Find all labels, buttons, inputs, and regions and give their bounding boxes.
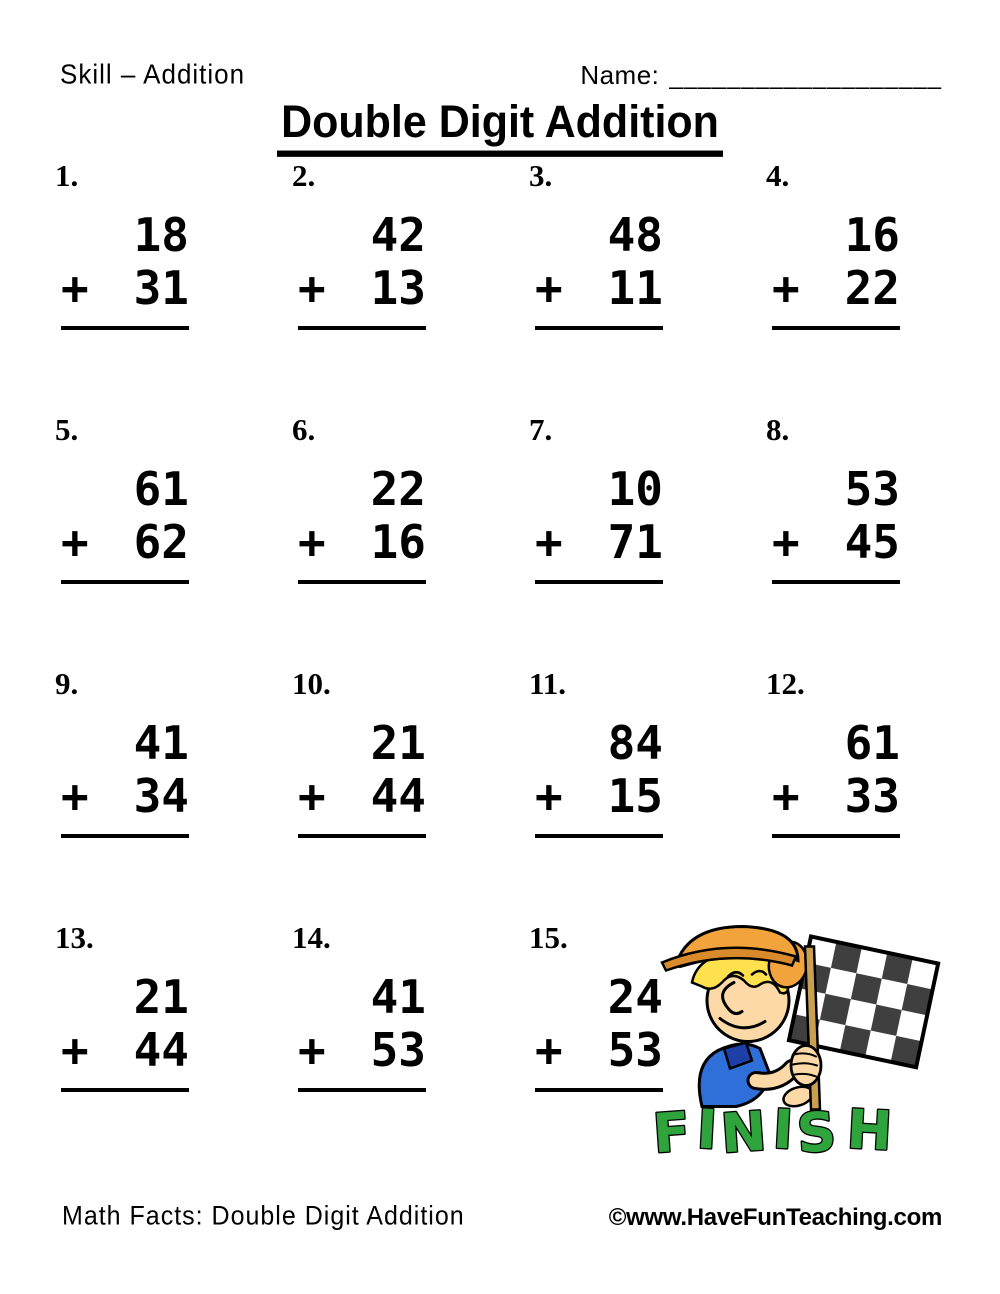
- plus-operator: +: [535, 515, 563, 569]
- addend-bottom: 53: [370, 1023, 426, 1077]
- addend-bottom: 53: [607, 1023, 663, 1077]
- plus-operator: +: [772, 769, 800, 823]
- svg-text:H: H: [845, 1097, 894, 1163]
- problem-number: 7.: [529, 412, 553, 447]
- problem-block: [298, 463, 426, 584]
- problem-cell: [52, 411, 289, 665]
- addend-top: 21: [370, 716, 426, 770]
- addend-bottom: 13: [370, 261, 426, 315]
- problem-block: [535, 209, 663, 330]
- problem-number: 14.: [292, 920, 331, 955]
- plus-operator: +: [772, 261, 800, 315]
- problem-number: 9.: [55, 666, 79, 701]
- answer-line: [535, 1088, 663, 1092]
- problem-cell: [526, 665, 763, 919]
- svg-text:I: I: [771, 1097, 795, 1162]
- problem-number: 8.: [766, 412, 790, 447]
- addend-bottom: 34: [133, 769, 189, 823]
- addend-top: 18: [133, 208, 189, 262]
- plus-operator: +: [772, 515, 800, 569]
- addend-top: 48: [607, 208, 663, 262]
- answer-line: [772, 580, 900, 584]
- problem-cell: [289, 411, 526, 665]
- name-field: [580, 60, 942, 91]
- page-title: Double Digit Addition: [277, 97, 723, 157]
- problem-number: 12.: [766, 666, 805, 701]
- problem-cell: [526, 411, 763, 665]
- addend-bottom: 45: [844, 515, 900, 569]
- problem-cell: [289, 665, 526, 919]
- answer-line: [535, 834, 663, 838]
- addend-bottom: 44: [133, 1023, 189, 1077]
- problem-block: [298, 209, 426, 330]
- answer-line: [772, 326, 900, 330]
- answer-line: [535, 326, 663, 330]
- plus-operator: +: [61, 515, 89, 569]
- svg-text:N: N: [718, 1099, 769, 1166]
- boy-hand-grip: [791, 1046, 821, 1086]
- plus-operator: +: [535, 1023, 563, 1077]
- problem-block: [298, 717, 426, 838]
- answer-line: [61, 1088, 189, 1092]
- addend-bottom: 22: [844, 261, 900, 315]
- answer-line: [298, 326, 426, 330]
- addend-bottom: 33: [844, 769, 900, 823]
- plus-operator: +: [298, 769, 326, 823]
- problem-block: [61, 463, 189, 584]
- problem-number: 3.: [529, 158, 553, 193]
- answer-line: [535, 580, 663, 584]
- problem-number: 11.: [529, 666, 567, 701]
- addend-top: 53: [844, 462, 900, 516]
- problem-block: [535, 971, 663, 1092]
- worksheet-header: [60, 57, 942, 91]
- answer-line: [298, 834, 426, 838]
- answer-line: [61, 326, 189, 330]
- problem-number: 10.: [292, 666, 331, 701]
- problem-cell: [763, 411, 1000, 665]
- answer-line: [298, 580, 426, 584]
- problem-block: [772, 717, 900, 838]
- answer-line: [298, 1088, 426, 1092]
- problem-cell: [52, 665, 289, 919]
- problem-cell: [289, 919, 526, 1173]
- answer-line: [772, 834, 900, 838]
- svg-text:S: S: [794, 1099, 839, 1166]
- problem-cell: [763, 665, 1000, 919]
- addend-top: 42: [370, 208, 426, 262]
- addend-top: 24: [607, 970, 663, 1024]
- footer-caption: Math Facts: Double Digit Addition: [62, 1200, 465, 1231]
- addend-top: 84: [607, 716, 663, 770]
- plus-operator: +: [61, 261, 89, 315]
- plus-operator: +: [298, 261, 326, 315]
- answer-line: [61, 580, 189, 584]
- problem-number: 6.: [292, 412, 316, 447]
- finish-illustration: [648, 920, 948, 1170]
- problem-block: [772, 463, 900, 584]
- problem-number: 13.: [55, 920, 94, 955]
- problem-block: [535, 463, 663, 584]
- problem-number: 2.: [292, 158, 316, 193]
- addend-bottom: 44: [370, 769, 426, 823]
- addend-top: 22: [370, 462, 426, 516]
- addend-top: 61: [133, 462, 189, 516]
- plus-operator: +: [298, 515, 326, 569]
- name-blank-line: ___________________: [669, 63, 942, 90]
- svg-text:F: F: [650, 1100, 693, 1166]
- problem-number: 5.: [55, 412, 79, 447]
- problem-block: [535, 717, 663, 838]
- problem-number: 15.: [529, 920, 568, 955]
- title-wrap: [0, 97, 1000, 154]
- addend-bottom: 71: [607, 515, 663, 569]
- skill-label: Skill – Addition: [60, 57, 246, 90]
- addend-top: 41: [133, 716, 189, 770]
- problem-number: 4.: [766, 158, 790, 193]
- addend-top: 10: [607, 462, 663, 516]
- problem-cell: [289, 157, 526, 411]
- footer-copyright: ©www.HaveFunTeaching.com: [608, 1204, 942, 1231]
- addend-bottom: 15: [607, 769, 663, 823]
- plus-operator: +: [535, 769, 563, 823]
- problem-block: [61, 971, 189, 1092]
- answer-line: [61, 834, 189, 838]
- problem-block: [298, 971, 426, 1092]
- problem-number: 1.: [55, 158, 79, 193]
- addend-bottom: 62: [133, 515, 189, 569]
- problem-cell: [526, 157, 763, 411]
- problem-block: [61, 717, 189, 838]
- addend-top: 41: [370, 970, 426, 1024]
- worksheet-footer: [62, 1200, 942, 1232]
- problem-cell: [763, 157, 1000, 411]
- svg-text:I: I: [695, 1097, 719, 1162]
- finish-word: [651, 1098, 894, 1166]
- addend-bottom: 16: [370, 515, 426, 569]
- plus-operator: +: [61, 1023, 89, 1077]
- addend-bottom: 31: [133, 261, 189, 315]
- problem-cell: [52, 919, 289, 1173]
- addend-top: 16: [844, 208, 900, 262]
- plus-operator: +: [298, 1023, 326, 1077]
- problem-block: [772, 209, 900, 330]
- addend-top: 21: [133, 970, 189, 1024]
- problem-block: [61, 209, 189, 330]
- name-label: Name:: [580, 60, 660, 90]
- plus-operator: +: [535, 261, 563, 315]
- addend-top: 61: [844, 716, 900, 770]
- problem-cell: [52, 157, 289, 411]
- addend-bottom: 11: [607, 261, 663, 315]
- plus-operator: +: [61, 769, 89, 823]
